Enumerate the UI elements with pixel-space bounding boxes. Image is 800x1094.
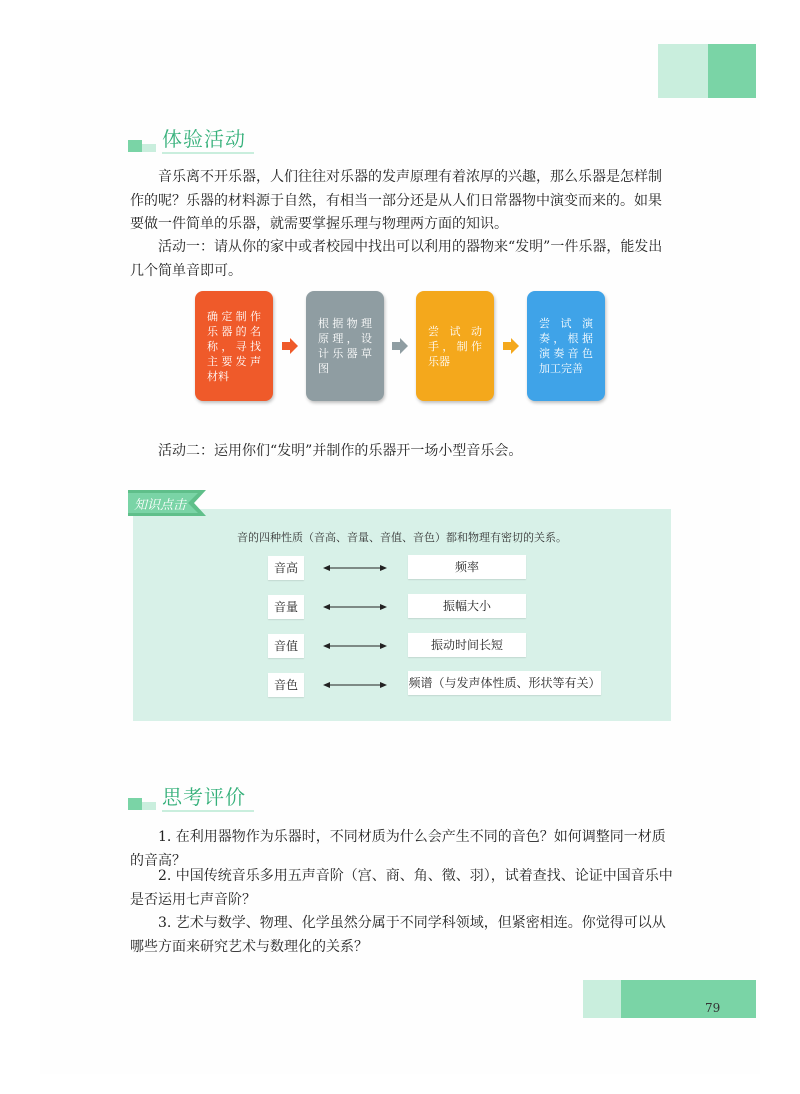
knowledge-tag <box>128 488 210 522</box>
double-arrow-icon <box>323 641 387 651</box>
physics-property-spectrum: 频谱（与发声体性质、形状等有关） <box>408 671 601 695</box>
flow-step-2-text: 根据物理原理，设计乐器草图 <box>318 317 372 375</box>
intro-paragraph: 音乐离不开乐器，人们往往对乐器的发声原理有着浓厚的兴趣，那么乐器是怎样制作的呢？乐器的材料源于自然，有相当一部分还是从人们日常器物中演变而来的。如果要做一件简单的乐器，就需要掌握乐理与物理两方面的知识。 <box>130 169 662 232</box>
sound-property-pitch: 音高 <box>268 556 304 580</box>
page-number: 79 <box>705 1001 721 1015</box>
corner-decoration-dark <box>708 44 756 98</box>
activity-two-text: 活动二：运用你们“发明”并制作的乐器开一场小型音乐会。 <box>158 443 523 459</box>
question-2: 2. 中国传统音乐多用五声音阶（宫、商、角、徵、羽），试着查找、论证中国音乐中是否运用七声音阶？ <box>130 868 673 908</box>
flow-step-4 <box>527 291 605 401</box>
physics-property-amplitude: 振幅大小 <box>408 594 526 618</box>
double-arrow-icon <box>323 680 387 690</box>
flow-step-4-text: 尝试演奏，根据演奏音色加工完善 <box>539 317 593 375</box>
corner-decoration-light <box>658 44 710 98</box>
knowledge-tag-label: 知识点击 <box>134 498 187 513</box>
question-1: 1. 在利用器物作为乐器时，不同材质为什么会产生不同的音色？如何调整同一材质的音高？ <box>130 829 666 869</box>
sound-property-volume: 音量 <box>268 595 304 619</box>
section-title: 体验活动 <box>162 126 254 154</box>
section-heading-reflection <box>128 782 254 812</box>
double-arrow-icon <box>323 563 387 573</box>
sound-property-duration: 音值 <box>268 634 304 658</box>
heading-marker-light <box>142 144 156 152</box>
heading-marker-dark <box>128 798 142 810</box>
physics-property-vibration-time: 振动时间长短 <box>408 633 526 657</box>
flow-step-3-text: 尝试动手，制作乐器 <box>428 324 482 368</box>
double-arrow-icon <box>323 602 387 612</box>
activity-one-text: 活动一：请从你的家中或者校园中找出可以利用的器物来“发明”一件乐器，能发出几个简单音即可。 <box>130 239 663 279</box>
section-heading-experience <box>128 124 254 154</box>
flow-arrow-icon <box>392 338 408 354</box>
heading-marker-dark <box>128 140 142 152</box>
footer-decoration-dark <box>621 980 756 1018</box>
flow-step-1 <box>195 291 273 401</box>
flow-step-2 <box>306 291 384 401</box>
knowledge-intro: 音的四种性质（音高、音量、音值、音色）都和物理有密切的关系。 <box>237 531 567 544</box>
flow-step-1-text: 确定制作乐器的名称，寻找主要发声材料 <box>207 309 261 383</box>
flow-step-3 <box>416 291 494 401</box>
heading-marker-light <box>142 802 156 810</box>
flow-arrow-icon <box>503 338 519 354</box>
section-title: 思考评价 <box>162 784 254 812</box>
flow-arrow-icon <box>282 338 298 354</box>
physics-property-frequency: 频率 <box>408 555 526 579</box>
footer-decoration-light <box>583 980 623 1018</box>
sound-property-timbre: 音色 <box>268 673 304 697</box>
knowledge-panel <box>133 509 671 721</box>
question-3: 3. 艺术与数学、物理、化学虽然分属于不同学科领域，但紧密相连。你觉得可以从哪些方面来研究艺术与数理化的关系？ <box>130 915 666 955</box>
